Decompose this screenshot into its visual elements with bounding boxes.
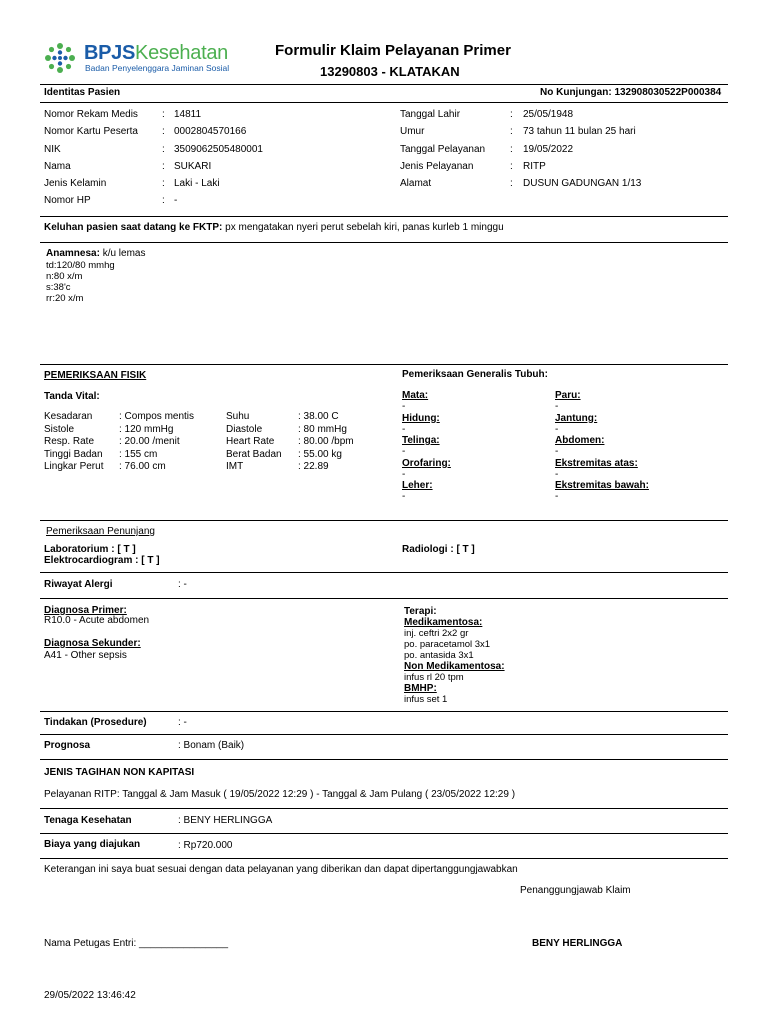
field-value: 0002804570166 [174,126,247,138]
penanggungjawab-label: Penanggungjawab Klaim [520,885,631,896]
generalis-title: Pemeriksaan Generalis Tubuh: [402,369,548,380]
keluhan [44,222,504,234]
vital-label: Kesadaran [44,411,93,422]
field-value: 25/05/1948 [523,109,574,120]
alergi-value: : - [178,579,187,590]
field-label: Nama [44,160,71,172]
anamnesa-label: Anamnesa: [46,248,100,259]
bpjs-logo-icon [44,42,76,74]
field-nomor-hp: Nomor HP : - [44,195,178,207]
field-value: RITP [523,160,546,172]
no-kunjungan-label: No Kunjungan: [540,87,612,98]
vital-label: Diastole [226,423,263,435]
vital-value: : 155 cm [119,448,158,460]
field-label: NIK [44,143,61,155]
tagihan-text: Pelayanan RITP: Tanggal & Jam Masuk ( 19/05/2022 12:29 ) - Tanggal & Jam Pulang ( 23/05/2022 12:29 ) [44,789,516,800]
medikamentosa-item: po. antasida 3x1 [404,650,474,661]
vital-value: : 80.00 /bpm [298,436,354,447]
field-rekam-medis: Nomor Rekam Medis : 14811 [44,109,202,120]
tenaga-value: : BENY HERLINGGA [178,815,273,826]
alergi-label: Riwayat Alergi [44,579,113,590]
vital-value: : 22.89 [298,461,329,472]
prognosa-label: Prognosa [44,740,91,751]
vital-label: Lingkar Perut [44,461,104,472]
generalis-label: Abdomen: [555,435,605,446]
field-label: Jenis Pelayanan [400,160,474,172]
fisik-title: PEMERIKSAAN FISIK [44,370,147,381]
medikamentosa-item: inj. ceftri 2x2 gr [404,628,469,639]
form-title: Formulir Klaim Pelayanan Primer [275,42,511,59]
form-subtitle: 13290803 - KLATAKAN [320,64,460,79]
generalis-label: Mata: [402,390,429,401]
tindakan-label: Tindakan (Prosedure) [44,717,147,728]
keluhan-value: px mengatakan nyeri perut sebelah kiri, panas kurleb 1 minggu [225,222,504,233]
generalis-left [402,390,552,503]
field-nik: NIK : 3509062505480001 [44,143,263,155]
vital-value: : 55.00 kg [298,448,342,460]
keluhan-label: Keluhan pasien saat datang ke FKTP: [44,222,223,233]
vital-value: : 80 mmHg [298,423,347,435]
tindakan-value: : - [178,717,187,728]
generalis-value: - [555,401,559,412]
anamnesa-line: rr:20 x/m [46,293,84,304]
field-label: Umur [400,126,425,138]
no-kunjungan-value: 132908030522P000384 [614,87,722,98]
field-value: Laki - Laki [174,178,220,190]
vitals-right [226,411,386,474]
nama-petugas-entri [44,938,228,950]
generalis-label: Hidung: [402,412,440,424]
anamnesa-line: td:120/80 mmhg [46,260,115,271]
generalis-value: - [402,423,406,435]
logo-brand: BPJS [84,42,136,64]
field-value: - [174,195,178,207]
vital-label: Suhu [226,411,250,422]
penunjang-ekg: Elektrocardiogram : [ T ] [44,555,160,566]
vitals-left [44,411,224,474]
generalis-value: - [402,491,406,502]
logo-tagline: Badan Penyelenggara Jaminan Sosial [85,63,230,73]
generalis-label: Jantung: [555,412,598,424]
diagnosa-sekunder-label: Diagnosa Sekunder: [44,638,141,649]
vital-value: : Compos mentis [119,411,195,422]
petugas-label: Nama Petugas Entri: [44,938,137,949]
field-kartu-peserta: Nomor Kartu Peserta : 0002804570166 [44,126,247,138]
non-medikamentosa-value: infus rl 20 tpm [404,672,464,683]
field-label: Alamat [400,178,432,190]
vital-label: Heart Rate [226,436,275,447]
generalis-label: Ekstremitas atas: [555,457,638,469]
field-label: Tanggal Lahir [400,109,461,120]
vital-label: Berat Badan [226,448,282,460]
terapi-label: Terapi: [404,606,437,617]
generalis-label: Orofaring: [402,457,451,469]
penunjang-lab: Laboratorium : [ T ] [44,544,136,555]
field-value: SUKARI [174,160,212,172]
biaya-label: Biaya yang diajukan [44,839,141,850]
field-alamat: Alamat : DUSUN GADUNGAN 1/13 [400,178,642,190]
vital-label: IMT [226,461,244,472]
field-jenis-pelayanan: Jenis Pelayanan : RITP [400,160,546,172]
field-label: Nomor Kartu Peserta [44,126,138,138]
tanda-vital-label: Tanda Vital: [44,391,100,402]
generalis-value: - [555,423,559,435]
field-label: Jenis Kelamin [44,178,107,190]
bmhp-value: infus set 1 [404,694,448,705]
petugas-line: ________________ [139,938,229,949]
keterangan: Keterangan ini saya buat sesuai dengan data pelayanan yang diberikan dan dapat dipertanggungjawabkan [44,864,518,875]
bmhp-label: BMHP: [404,683,437,694]
generalis-right [555,390,725,503]
generalis-value: - [555,468,559,480]
generalis-label: Leher: [402,480,433,491]
vital-value: : 38.00 C [298,411,339,422]
anamnesa-line: n:80 x/m [46,271,83,282]
vital-value: : 76.00 cm [119,461,166,472]
generalis-value: - [402,446,406,457]
field-label: Tanggal Pelayanan [400,143,486,155]
tenaga-label: Tenaga Kesehatan [44,815,132,826]
generalis-value: - [555,446,559,457]
no-kunjungan [540,87,721,99]
field-label: Nomor Rekam Medis [44,109,138,120]
anamnesa-first: k/u lemas [102,248,146,259]
logo-brand-2: Kesehatan [135,42,228,64]
medikamentosa-label: Medikamentosa: [404,617,483,628]
vital-label: Sistole [44,423,75,435]
generalis-label: Paru: [555,390,581,401]
generalis-label: Telinga: [402,435,440,446]
vital-label: Resp. Rate [44,436,95,447]
identitas-left [44,109,374,213]
field-label: Nomor HP [44,195,91,207]
field-value: 73 tahun 11 bulan 25 hari [523,126,636,138]
tagihan-title: JENIS TAGIHAN NON KAPITASI [44,767,195,778]
diagnosa-primer-value: R10.0 - Acute abdomen [44,615,150,626]
generalis-value: - [402,401,406,412]
field-nama: Nama : SUKARI [44,160,212,172]
anamnesa-line: s:38'c [46,282,71,293]
generalis-label: Ekstremitas bawah: [555,480,649,491]
prognosa-value: : Bonam (Baik) [178,740,245,751]
field-umur: Umur : 73 tahun 11 bulan 25 hari [400,126,636,138]
identitas-right [400,109,728,195]
biaya-value: : Rp720.000 [178,840,233,851]
field-tanggal-lahir: Tanggal Lahir : 25/05/1948 [400,109,574,120]
identitas-label: Identitas Pasien [44,87,121,98]
field-tanggal-pelayanan: Tanggal Pelayanan : 19/05/2022 [400,143,574,155]
field-value: DUSUN GADUNGAN 1/13 [523,178,642,190]
vital-value: : 120 mmHg [119,423,174,435]
bpjs-logo [44,42,230,78]
field-value: 14811 [174,109,202,120]
print-timestamp: 29/05/2022 13:46:42 [44,990,136,1001]
generalis-value: - [402,468,406,480]
penunjang-radiologi: Radiologi : [ T ] [402,544,475,555]
diagnosa-sekunder-value: A41 - Other sepsis [44,650,127,661]
field-jenis-kelamin: Jenis Kelamin : Laki - Laki [44,178,220,190]
medikamentosa-item: po. paracetamol 3x1 [404,639,491,650]
vital-label: Tinggi Badan [44,448,103,460]
diagnosa-primer-label: Diagnosa Primer: [44,605,127,616]
terapi [404,606,724,705]
penunjang-title: Pemeriksaan Penunjang [46,526,155,537]
field-value: 19/05/2022 [523,143,574,155]
anamnesa [46,248,145,304]
field-value: 3509062505480001 [174,143,263,155]
generalis-value: - [555,491,559,502]
vital-value: : 20.00 /menit [119,436,180,447]
signer-name: BENY HERLINGGA [532,938,623,949]
non-medikamentosa-label: Non Medikamentosa: [404,661,505,672]
